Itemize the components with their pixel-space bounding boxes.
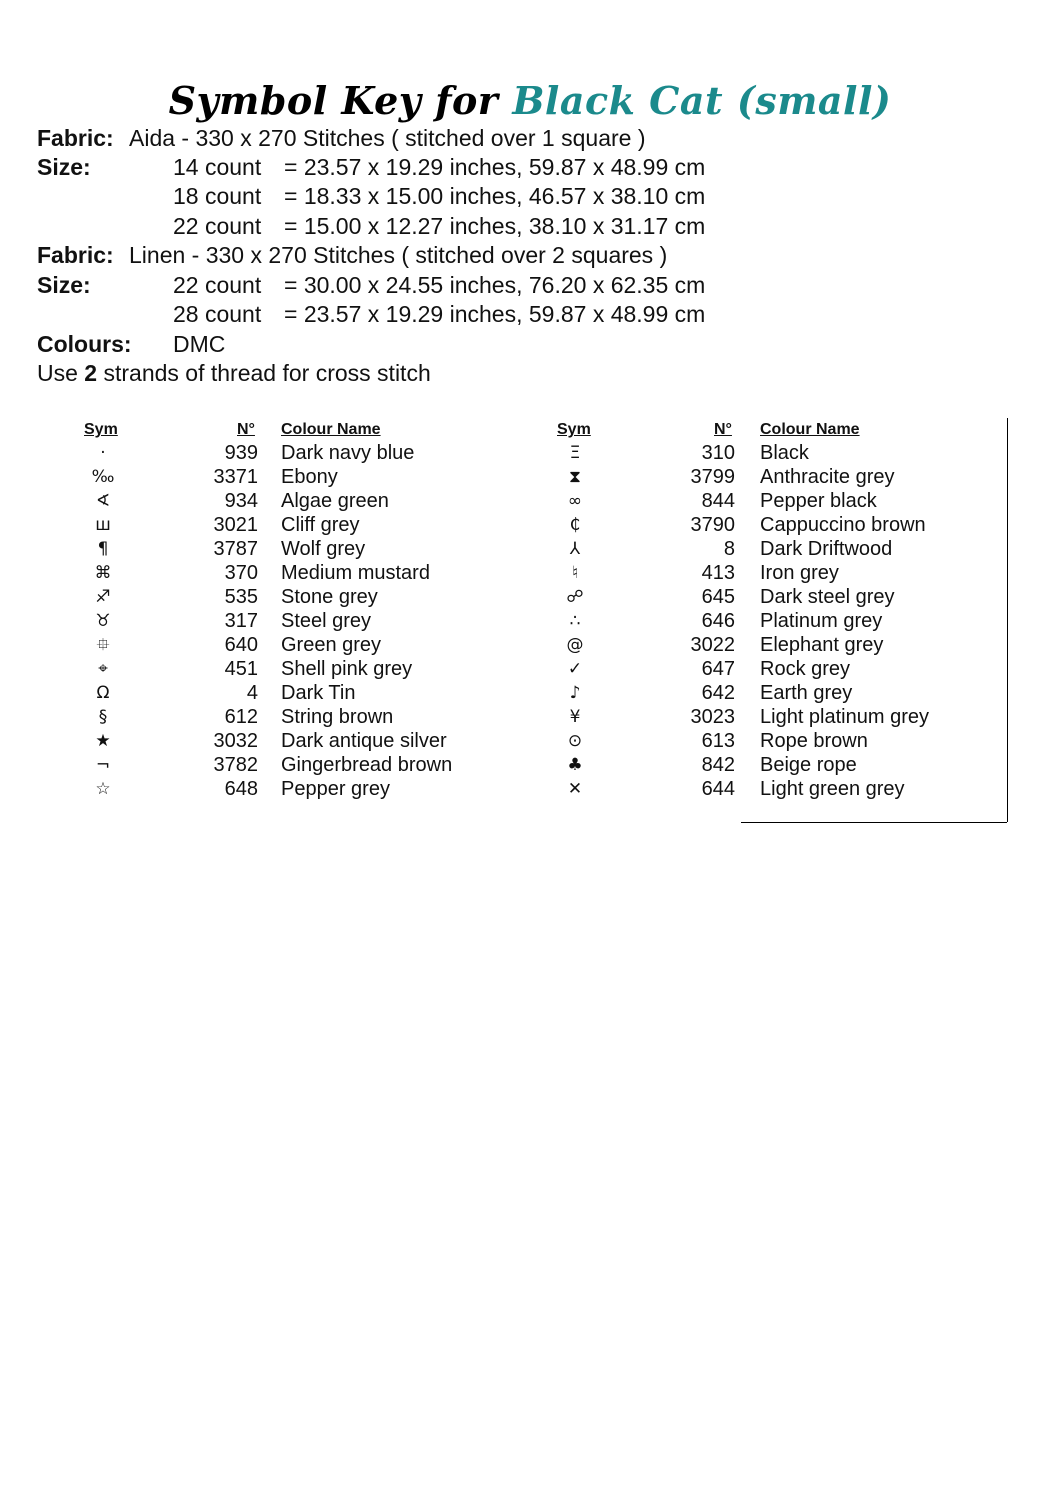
dmc-number: 3782 [213, 754, 258, 776]
strands-count: 2 [84, 360, 98, 386]
dmc-number: 3032 [213, 730, 258, 752]
table-border-right [1007, 418, 1008, 822]
colours-value: DMC [173, 331, 226, 357]
stitch-symbol: ⅄ [569, 539, 581, 559]
colour-name: Gingerbread brown [281, 754, 453, 776]
size-count: 22 count [173, 272, 262, 298]
dmc-number: 8 [723, 538, 735, 560]
colour-name: Beige rope [760, 754, 857, 776]
dmc-number: 642 [701, 682, 735, 704]
size-count: 22 count [173, 213, 262, 239]
stitch-symbol: @ [566, 635, 584, 655]
header-sym: Sym [84, 421, 118, 438]
stitch-symbol: Ω [96, 683, 110, 703]
colour-name: Earth grey [760, 682, 853, 704]
stitch-symbol: ★ [95, 731, 111, 751]
strands-post: strands of thread for cross stitch [103, 360, 431, 386]
colour-name: Steel grey [281, 610, 372, 632]
colour-name: Iron grey [760, 562, 839, 584]
stitch-symbol: Ξ [569, 443, 581, 463]
dmc-number: 842 [701, 754, 735, 776]
dmc-number: 647 [701, 658, 735, 680]
strands-pre: Use [37, 360, 78, 386]
colour-name: Anthracite grey [760, 466, 895, 488]
colour-name: Green grey [281, 634, 382, 656]
colour-name: Dark navy blue [281, 442, 415, 464]
colour-name: Ebony [281, 466, 338, 488]
dmc-number: 645 [701, 586, 735, 608]
linen-size-line-1 [37, 271, 706, 299]
linen-fabric-line [37, 241, 668, 269]
size-count: 28 count [173, 301, 262, 327]
colour-name: Stone grey [281, 586, 378, 608]
dmc-number: 3021 [213, 514, 258, 536]
colour-name: Dark Driftwood [760, 538, 893, 560]
size-count: 14 count [173, 154, 262, 180]
stitch-symbol: ⌘ [94, 563, 112, 583]
stitch-symbol: ш [95, 515, 111, 535]
dmc-number: 3023 [690, 706, 735, 728]
dmc-number: 370 [224, 562, 258, 584]
stitch-symbol: ✕ [567, 779, 583, 799]
header-colour-name: Colour Name [281, 421, 381, 438]
colour-name: Dark antique silver [281, 730, 447, 752]
colour-name: Cappuccino brown [760, 514, 926, 536]
dmc-number: 451 [224, 658, 258, 680]
colour-name: Cliff grey [281, 514, 360, 536]
size-dims: = 23.57 x 19.29 inches, 59.87 x 48.99 cm [284, 154, 706, 180]
size-dims: = 30.00 x 24.55 inches, 76.20 x 62.35 cm [284, 272, 706, 298]
dmc-number: 640 [224, 634, 258, 656]
colours-line [37, 330, 226, 358]
stitch-symbol: ☍ [566, 587, 584, 607]
stitch-symbol: ☆ [95, 779, 111, 799]
colour-name: Light platinum grey [760, 706, 929, 728]
colour-name: Wolf grey [281, 538, 366, 560]
stitch-symbol: ∢ [95, 491, 111, 511]
colour-name: Platinum grey [760, 610, 883, 632]
stitch-symbol: ♉ [95, 611, 111, 631]
dmc-number: 612 [224, 706, 258, 728]
dmc-number: 3790 [690, 514, 735, 536]
header-sym: Sym [557, 421, 591, 438]
stitch-symbol: ♪ [569, 683, 581, 703]
title-pattern-name: Black Cat (small) [512, 78, 892, 123]
size-dims: = 23.57 x 19.29 inches, 59.87 x 48.99 cm [284, 301, 706, 327]
dmc-number: 310 [701, 442, 735, 464]
size-dims: = 18.33 x 15.00 inches, 46.57 x 38.10 cm [284, 183, 706, 209]
colour-name: Medium mustard [281, 562, 430, 584]
stitch-symbol: ♣ [567, 755, 583, 775]
colour-name: Light green grey [760, 778, 905, 800]
stitch-symbol: ∴ [569, 611, 581, 631]
dmc-number: 646 [701, 610, 735, 632]
colour-name: Elephant grey [760, 634, 884, 656]
stitch-symbol: ₵ [569, 515, 581, 535]
linen-text: Linen - 330 x 270 Stitches ( stitched over 2 squares ) [129, 242, 668, 268]
size-dims: = 15.00 x 12.27 inches, 38.10 x 31.17 cm [284, 213, 706, 239]
dmc-number: 648 [224, 778, 258, 800]
colour-name: Black [760, 442, 809, 464]
dmc-number: 939 [224, 442, 258, 464]
dmc-number: 317 [224, 610, 258, 632]
stitch-symbol: ♐ [95, 587, 111, 607]
colour-name: Dark steel grey [760, 586, 895, 608]
dmc-number: 934 [224, 490, 258, 512]
fabric-label: Fabric: [37, 242, 114, 268]
fabric-label: Fabric: [37, 125, 114, 151]
colour-name: Algae green [281, 490, 389, 512]
aida-text: Aida - 330 x 270 Stitches ( stitched over 1 square ) [129, 125, 646, 151]
colour-name: Pepper black [760, 490, 877, 512]
stitch-symbol: § [98, 707, 108, 727]
dmc-number: 4 [246, 682, 258, 704]
stitch-symbol: ¶ [97, 539, 109, 559]
stitch-symbol: ¬ [95, 755, 111, 775]
colour-name: Rock grey [760, 658, 851, 680]
dmc-number: 644 [701, 778, 735, 800]
colour-name: Rope brown [760, 730, 868, 752]
stitch-symbol: ⯐ [96, 635, 110, 655]
stitch-symbol: ✓ [567, 659, 583, 679]
stitch-symbol: ♮ [571, 563, 579, 583]
stitch-symbol: ∞ [567, 491, 583, 511]
dmc-number: 413 [701, 562, 735, 584]
aida-fabric-line [37, 124, 646, 152]
aida-size-line-1 [37, 153, 706, 181]
dmc-number: 844 [701, 490, 735, 512]
dmc-number: 535 [224, 586, 258, 608]
colour-name: Pepper grey [281, 778, 390, 800]
size-label: Size: [37, 272, 91, 298]
stitch-symbol: ⌖ [98, 659, 108, 679]
stitch-symbol: ‰ [91, 467, 115, 487]
colours-label: Colours: [37, 331, 132, 357]
title-prefix: Symbol Key for [168, 78, 499, 123]
stitch-symbol: · [100, 443, 106, 463]
dmc-number: 613 [701, 730, 735, 752]
colour-name: String brown [281, 706, 394, 728]
dmc-number: 3787 [213, 538, 258, 560]
stitch-symbol: ⊙ [567, 731, 583, 751]
strands-line [37, 359, 431, 387]
dmc-number: 3022 [690, 634, 735, 656]
size-count: 18 count [173, 183, 262, 209]
header-num: N° [237, 421, 255, 438]
size-label: Size: [37, 154, 91, 180]
dmc-number: 3799 [690, 466, 735, 488]
colour-name: Dark Tin [281, 682, 356, 704]
dmc-number: 3371 [213, 466, 258, 488]
table-border-bottom [741, 822, 1007, 823]
header-colour-name: Colour Name [760, 421, 860, 438]
stitch-symbol: ¥ [569, 707, 581, 727]
page-title [0, 78, 1060, 123]
stitch-symbol: ⧗ [569, 467, 581, 487]
header-num: N° [714, 421, 732, 438]
colour-name: Shell pink grey [281, 658, 413, 680]
